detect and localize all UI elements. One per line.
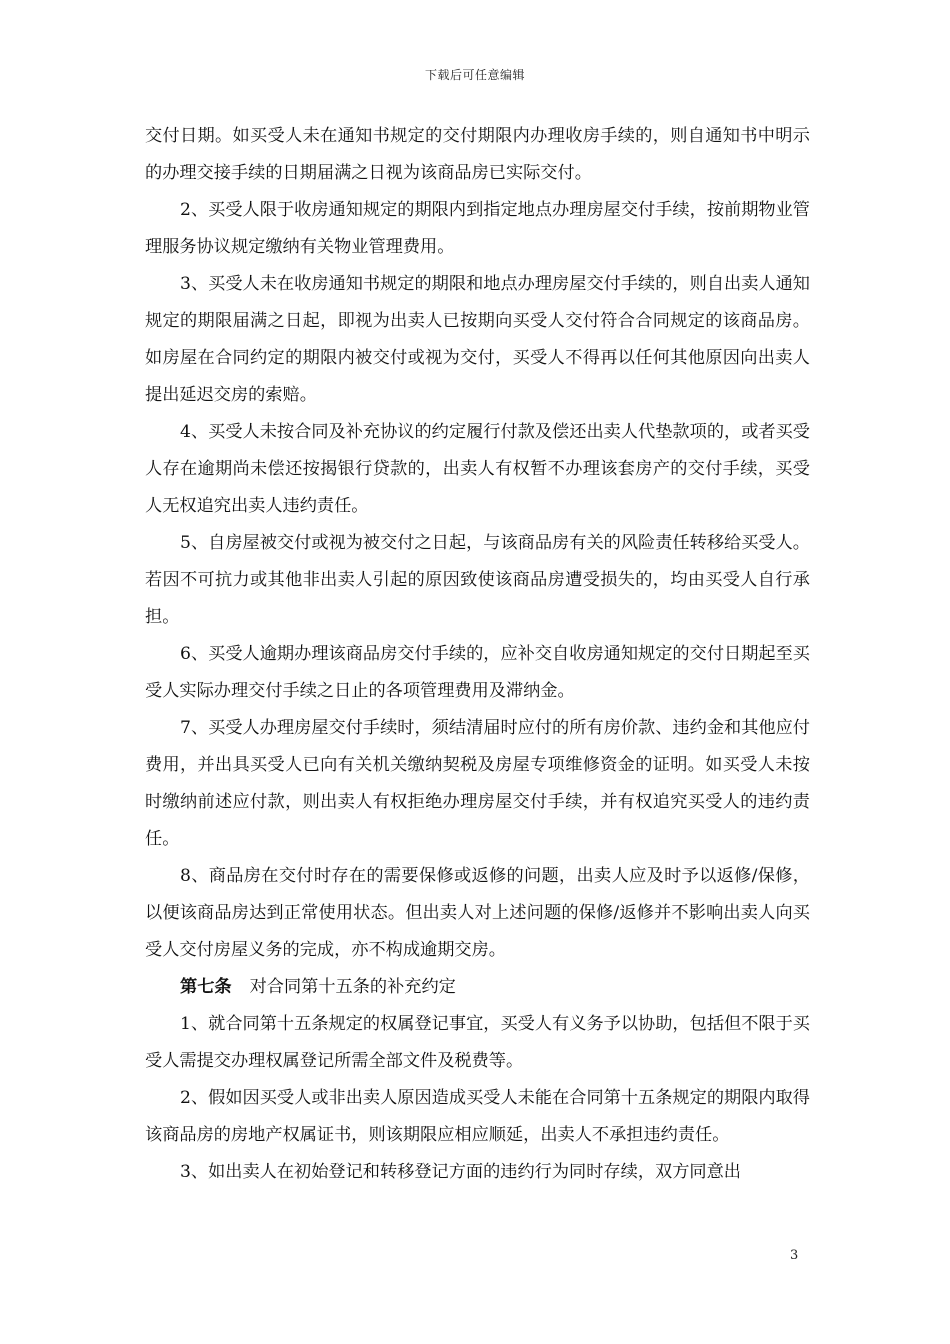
- paragraph-continuation: 交付日期。如买受人未在通知书规定的交付期限内办理收房手续的，则自通知书中明示的办理交接手续的日期届满之日视为该商品房已实际交付。: [145, 126, 810, 183]
- article-title: 对合同第十五条的补充约定: [249, 977, 456, 997]
- paragraph-item-7: 7、买受人办理房屋交付手续时，须结清届时应付的所有房价款、违约金和其他应付费用，并出具买受人已向有关机关缴纳契税及房屋专项维修资金的证明。如买受人未按时缴纳前述应付款，则出卖人有权拒绝办理房屋交付手续，并有权追究买受人的违约责任。: [145, 718, 810, 849]
- paragraph-item-5: 5、自房屋被交付或视为被交付之日起，与该商品房有关的风险责任转移给买受人。若因不可抗力或其他非出卖人引起的原因致使该商品房遭受损失的，均由买受人自行承担。: [145, 533, 810, 627]
- paragraph-item-8: 8、商品房在交付时存在的需要保修或返修的问题，出卖人应及时予以返修/保修，以便该商品房达到正常使用状态。但出卖人对上述问题的保修/返修并不影响出卖人向买受人交付房屋义务的完成，亦不构成逾期交房。: [145, 866, 810, 960]
- paragraph-item-3: 3、买受人未在收房通知书规定的期限和地点办理房屋交付手续的，则自出卖人通知规定的期限届满之日起，即视为出卖人已按期向买受人交付符合合同规定的该商品房。如房屋在合同约定的期限内被交付或视为交付，买受人不得再以任何其他原因向出卖人提出延迟交房的索赔。: [145, 274, 810, 405]
- page-number: 3: [790, 1248, 799, 1263]
- paragraph-item-2: 2、买受人限于收房通知规定的期限内到指定地点办理房屋交付手续，按前期物业管理服务协议规定缴纳有关物业管理费用。: [145, 200, 810, 257]
- article-paragraph-3: 3、如出卖人在初始登记和转移登记方面的违约行为同时存续，双方同意出: [180, 1162, 741, 1182]
- article-heading: [145, 969, 810, 1006]
- paragraph-item-6: 6、买受人逾期办理该商品房交付手续的，应补交自收房通知规定的交付日期起至买受人实际办理交付手续之日止的各项管理费用及滞纳金。: [145, 644, 810, 701]
- page-header: 下载后可任意编辑: [424, 68, 525, 82]
- article-paragraph-1: 1、就合同第十五条规定的权属登记事宜，买受人有义务予以协助，包括但不限于买受人需提交办理权属登记所需全部文件及税费等。: [145, 1014, 810, 1071]
- article-label: 第七条: [180, 977, 232, 997]
- article-paragraph-2: 2、假如因买受人或非出卖人原因造成买受人未能在合同第十五条规定的期限内取得该商品房的房地产权属证书，则该期限应相应顺延，出卖人不承担违约责任。: [145, 1088, 810, 1145]
- document-body: [145, 118, 810, 1191]
- paragraph-item-4: 4、买受人未按合同及补充协议的约定履行付款及偿还出卖人代垫款项的，或者买受人存在逾期尚未偿还按揭银行贷款的，出卖人有权暂不办理该套房产的交付手续，买受人无权追究出卖人违约责任。: [145, 422, 810, 516]
